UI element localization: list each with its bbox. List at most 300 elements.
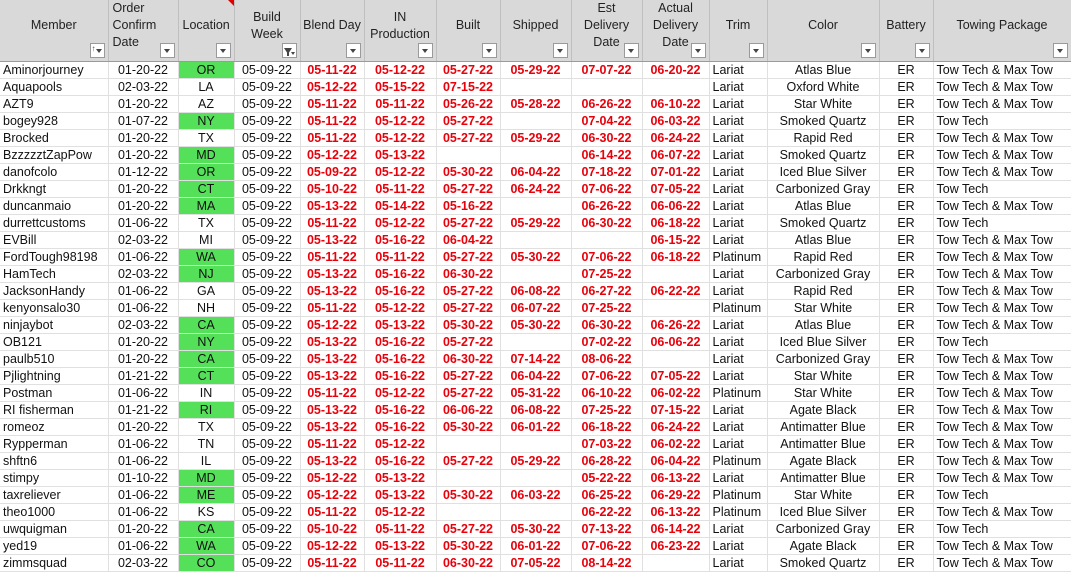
- in-production-cell[interactable]: 05-13-22: [364, 538, 436, 555]
- in-production-cell[interactable]: 05-12-22: [364, 215, 436, 232]
- member-cell[interactable]: danofcolo: [0, 164, 108, 181]
- towing-package-cell[interactable]: Tow Tech & Max Tow: [933, 96, 1071, 113]
- blend-day-cell[interactable]: 05-12-22: [300, 147, 364, 164]
- actual-delivery-date-cell[interactable]: 06-04-22: [642, 453, 709, 470]
- shipped-cell[interactable]: [500, 113, 571, 130]
- actual-delivery-date-cell[interactable]: 06-18-22: [642, 249, 709, 266]
- trim-cell[interactable]: Lariat: [709, 470, 767, 487]
- trim-cell[interactable]: Platinum: [709, 385, 767, 402]
- filter-dropdown-button-icon[interactable]: [624, 43, 639, 58]
- trim-cell[interactable]: Lariat: [709, 402, 767, 419]
- build-week-cell[interactable]: 05-09-22: [234, 436, 300, 453]
- in-production-cell[interactable]: 05-12-22: [364, 436, 436, 453]
- est-delivery-date-cell[interactable]: 05-22-22: [571, 470, 642, 487]
- member-cell[interactable]: RI fisherman: [0, 402, 108, 419]
- blend-day-cell[interactable]: 05-13-22: [300, 232, 364, 249]
- est-delivery-date-cell[interactable]: 07-04-22: [571, 113, 642, 130]
- color-cell[interactable]: Star White: [767, 385, 879, 402]
- built-cell[interactable]: 05-27-22: [436, 249, 500, 266]
- actual-delivery-date-cell[interactable]: 06-13-22: [642, 470, 709, 487]
- location-cell[interactable]: CA: [178, 521, 234, 538]
- build-week-cell[interactable]: 05-09-22: [234, 266, 300, 283]
- battery-cell[interactable]: ER: [879, 147, 933, 164]
- towing-package-cell[interactable]: Tow Tech & Max Tow: [933, 130, 1071, 147]
- actual-delivery-date-cell[interactable]: 07-05-22: [642, 368, 709, 385]
- built-cell[interactable]: 05-27-22: [436, 113, 500, 130]
- blend-day-cell[interactable]: 05-13-22: [300, 198, 364, 215]
- build-week-cell[interactable]: 05-09-22: [234, 555, 300, 572]
- est-delivery-date-cell[interactable]: 06-18-22: [571, 419, 642, 436]
- towing-package-cell[interactable]: Tow Tech & Max Tow: [933, 164, 1071, 181]
- shipped-cell[interactable]: [500, 232, 571, 249]
- color-cell[interactable]: Antimatter Blue: [767, 470, 879, 487]
- blend-day-cell[interactable]: 05-11-22: [300, 215, 364, 232]
- actual-delivery-date-cell[interactable]: 07-05-22: [642, 181, 709, 198]
- shipped-cell[interactable]: 06-04-22: [500, 164, 571, 181]
- actual-delivery-date-cell[interactable]: 07-15-22: [642, 402, 709, 419]
- color-cell[interactable]: Star White: [767, 300, 879, 317]
- actual-delivery-date-cell[interactable]: 06-02-22: [642, 385, 709, 402]
- order-confirm-date-cell[interactable]: 01-06-22: [108, 453, 178, 470]
- order-confirm-date-cell[interactable]: 01-07-22: [108, 113, 178, 130]
- actual-delivery-date-cell[interactable]: [642, 266, 709, 283]
- order-confirm-date-cell[interactable]: 01-20-22: [108, 181, 178, 198]
- order-confirm-date-cell[interactable]: 01-20-22: [108, 521, 178, 538]
- in-production-cell[interactable]: 05-13-22: [364, 147, 436, 164]
- color-cell[interactable]: Star White: [767, 368, 879, 385]
- est-delivery-date-cell[interactable]: 06-25-22: [571, 487, 642, 504]
- order-confirm-date-cell[interactable]: 01-06-22: [108, 385, 178, 402]
- color-cell[interactable]: Carbonized Gray: [767, 266, 879, 283]
- built-cell[interactable]: 06-06-22: [436, 402, 500, 419]
- blend-day-cell[interactable]: 05-11-22: [300, 555, 364, 572]
- build-week-cell[interactable]: 05-09-22: [234, 181, 300, 198]
- in-production-cell[interactable]: 05-12-22: [364, 113, 436, 130]
- shipped-cell[interactable]: [500, 79, 571, 96]
- color-cell[interactable]: Oxford White: [767, 79, 879, 96]
- color-cell[interactable]: Carbonized Gray: [767, 351, 879, 368]
- trim-cell[interactable]: Lariat: [709, 436, 767, 453]
- trim-cell[interactable]: Platinum: [709, 249, 767, 266]
- in-production-cell[interactable]: 05-16-22: [364, 334, 436, 351]
- column-header-shipped[interactable]: [500, 0, 571, 62]
- build-week-cell[interactable]: 05-09-22: [234, 453, 300, 470]
- trim-cell[interactable]: Lariat: [709, 62, 767, 79]
- order-confirm-date-cell[interactable]: 01-10-22: [108, 470, 178, 487]
- battery-cell[interactable]: ER: [879, 555, 933, 572]
- trim-cell[interactable]: Lariat: [709, 334, 767, 351]
- shipped-cell[interactable]: 06-24-22: [500, 181, 571, 198]
- battery-cell[interactable]: ER: [879, 130, 933, 147]
- actual-delivery-date-cell[interactable]: 06-18-22: [642, 215, 709, 232]
- location-cell[interactable]: WA: [178, 538, 234, 555]
- towing-package-cell[interactable]: Tow Tech & Max Tow: [933, 368, 1071, 385]
- built-cell[interactable]: 05-27-22: [436, 521, 500, 538]
- shipped-cell[interactable]: [500, 266, 571, 283]
- actual-delivery-date-cell[interactable]: 06-03-22: [642, 113, 709, 130]
- battery-cell[interactable]: ER: [879, 164, 933, 181]
- color-cell[interactable]: Antimatter Blue: [767, 419, 879, 436]
- location-cell[interactable]: TX: [178, 419, 234, 436]
- towing-package-cell[interactable]: Tow Tech & Max Tow: [933, 402, 1071, 419]
- est-delivery-date-cell[interactable]: [571, 79, 642, 96]
- est-delivery-date-cell[interactable]: 06-10-22: [571, 385, 642, 402]
- in-production-cell[interactable]: 05-16-22: [364, 266, 436, 283]
- in-production-cell[interactable]: 05-16-22: [364, 283, 436, 300]
- member-cell[interactable]: theo1000: [0, 504, 108, 521]
- color-cell[interactable]: Atlas Blue: [767, 232, 879, 249]
- est-delivery-date-cell[interactable]: 07-02-22: [571, 334, 642, 351]
- actual-delivery-date-cell[interactable]: 07-01-22: [642, 164, 709, 181]
- est-delivery-date-cell[interactable]: 07-07-22: [571, 62, 642, 79]
- shipped-cell[interactable]: 05-29-22: [500, 130, 571, 147]
- est-delivery-date-cell[interactable]: 07-06-22: [571, 538, 642, 555]
- actual-delivery-date-cell[interactable]: 06-15-22: [642, 232, 709, 249]
- est-delivery-date-cell[interactable]: 07-25-22: [571, 266, 642, 283]
- location-cell[interactable]: WA: [178, 249, 234, 266]
- build-week-cell[interactable]: 05-09-22: [234, 487, 300, 504]
- battery-cell[interactable]: ER: [879, 436, 933, 453]
- actual-delivery-date-cell[interactable]: 06-10-22: [642, 96, 709, 113]
- member-cell[interactable]: uwquigman: [0, 521, 108, 538]
- built-cell[interactable]: 05-26-22: [436, 96, 500, 113]
- trim-cell[interactable]: Lariat: [709, 130, 767, 147]
- battery-cell[interactable]: ER: [879, 470, 933, 487]
- towing-package-cell[interactable]: Tow Tech & Max Tow: [933, 62, 1071, 79]
- built-cell[interactable]: 05-27-22: [436, 283, 500, 300]
- member-cell[interactable]: Brocked: [0, 130, 108, 147]
- in-production-cell[interactable]: 05-16-22: [364, 402, 436, 419]
- order-confirm-date-cell[interactable]: 01-20-22: [108, 198, 178, 215]
- built-cell[interactable]: 05-27-22: [436, 215, 500, 232]
- location-cell[interactable]: OR: [178, 62, 234, 79]
- column-header-location[interactable]: [178, 0, 234, 62]
- color-cell[interactable]: Iced Blue Silver: [767, 504, 879, 521]
- trim-cell[interactable]: Lariat: [709, 181, 767, 198]
- in-production-cell[interactable]: 05-11-22: [364, 96, 436, 113]
- built-cell[interactable]: [436, 504, 500, 521]
- location-cell[interactable]: KS: [178, 504, 234, 521]
- location-cell[interactable]: MA: [178, 198, 234, 215]
- column-header-actual-delivery-date[interactable]: [642, 0, 709, 62]
- shipped-cell[interactable]: [500, 334, 571, 351]
- actual-delivery-date-cell[interactable]: 06-24-22: [642, 419, 709, 436]
- towing-package-cell[interactable]: Tow Tech & Max Tow: [933, 300, 1071, 317]
- in-production-cell[interactable]: 05-12-22: [364, 385, 436, 402]
- in-production-cell[interactable]: 05-16-22: [364, 419, 436, 436]
- member-cell[interactable]: Aquapools: [0, 79, 108, 96]
- actual-delivery-date-cell[interactable]: 06-24-22: [642, 130, 709, 147]
- build-week-cell[interactable]: 05-09-22: [234, 198, 300, 215]
- column-header-in-production[interactable]: [364, 0, 436, 62]
- towing-package-cell[interactable]: Tow Tech & Max Tow: [933, 79, 1071, 96]
- location-cell[interactable]: RI: [178, 402, 234, 419]
- built-cell[interactable]: [436, 470, 500, 487]
- actual-delivery-date-cell[interactable]: 06-13-22: [642, 504, 709, 521]
- battery-cell[interactable]: ER: [879, 266, 933, 283]
- blend-day-cell[interactable]: 05-13-22: [300, 368, 364, 385]
- member-cell[interactable]: stimpy: [0, 470, 108, 487]
- built-cell[interactable]: 05-30-22: [436, 487, 500, 504]
- battery-cell[interactable]: ER: [879, 215, 933, 232]
- battery-cell[interactable]: ER: [879, 385, 933, 402]
- build-week-cell[interactable]: 05-09-22: [234, 419, 300, 436]
- color-cell[interactable]: Iced Blue Silver: [767, 164, 879, 181]
- est-delivery-date-cell[interactable]: 06-27-22: [571, 283, 642, 300]
- shipped-cell[interactable]: [500, 436, 571, 453]
- in-production-cell[interactable]: 05-15-22: [364, 79, 436, 96]
- order-confirm-date-cell[interactable]: 01-20-22: [108, 62, 178, 79]
- color-cell[interactable]: Atlas Blue: [767, 62, 879, 79]
- order-confirm-date-cell[interactable]: 01-06-22: [108, 300, 178, 317]
- built-cell[interactable]: 05-30-22: [436, 317, 500, 334]
- column-header-color[interactable]: [767, 0, 879, 62]
- towing-package-cell[interactable]: Tow Tech & Max Tow: [933, 555, 1071, 572]
- comment-indicator-icon[interactable]: [228, 0, 234, 6]
- est-delivery-date-cell[interactable]: 07-06-22: [571, 249, 642, 266]
- towing-package-cell[interactable]: Tow Tech & Max Tow: [933, 351, 1071, 368]
- location-cell[interactable]: TX: [178, 215, 234, 232]
- built-cell[interactable]: 05-27-22: [436, 300, 500, 317]
- towing-package-cell[interactable]: Tow Tech & Max Tow: [933, 453, 1071, 470]
- in-production-cell[interactable]: 05-16-22: [364, 232, 436, 249]
- build-week-cell[interactable]: 05-09-22: [234, 504, 300, 521]
- member-cell[interactable]: taxreliever: [0, 487, 108, 504]
- column-header-member[interactable]: [0, 0, 108, 62]
- shipped-cell[interactable]: 05-28-22: [500, 96, 571, 113]
- est-delivery-date-cell[interactable]: [571, 232, 642, 249]
- blend-day-cell[interactable]: 05-11-22: [300, 62, 364, 79]
- member-cell[interactable]: bogey928: [0, 113, 108, 130]
- order-confirm-date-cell[interactable]: 01-06-22: [108, 538, 178, 555]
- build-week-cell[interactable]: 05-09-22: [234, 521, 300, 538]
- est-delivery-date-cell[interactable]: 07-13-22: [571, 521, 642, 538]
- color-cell[interactable]: Agate Black: [767, 538, 879, 555]
- filter-dropdown-button-icon[interactable]: [1053, 43, 1068, 58]
- member-cell[interactable]: Drkkngt: [0, 181, 108, 198]
- in-production-cell[interactable]: 05-13-22: [364, 470, 436, 487]
- order-confirm-date-cell[interactable]: 01-20-22: [108, 147, 178, 164]
- member-cell[interactable]: kenyonsalo30: [0, 300, 108, 317]
- battery-cell[interactable]: ER: [879, 402, 933, 419]
- est-delivery-date-cell[interactable]: 07-03-22: [571, 436, 642, 453]
- blend-day-cell[interactable]: 05-13-22: [300, 351, 364, 368]
- battery-cell[interactable]: ER: [879, 419, 933, 436]
- est-delivery-date-cell[interactable]: 06-26-22: [571, 198, 642, 215]
- shipped-cell[interactable]: 07-05-22: [500, 555, 571, 572]
- built-cell[interactable]: 05-30-22: [436, 164, 500, 181]
- color-cell[interactable]: Carbonized Gray: [767, 521, 879, 538]
- est-delivery-date-cell[interactable]: 06-30-22: [571, 317, 642, 334]
- member-cell[interactable]: OB121: [0, 334, 108, 351]
- build-week-cell[interactable]: 05-09-22: [234, 470, 300, 487]
- location-cell[interactable]: OR: [178, 164, 234, 181]
- towing-package-cell[interactable]: Tow Tech & Max Tow: [933, 249, 1071, 266]
- build-week-cell[interactable]: 05-09-22: [234, 351, 300, 368]
- towing-package-cell[interactable]: Tow Tech & Max Tow: [933, 436, 1071, 453]
- member-cell[interactable]: Postman: [0, 385, 108, 402]
- column-header-trim[interactable]: [709, 0, 767, 62]
- location-cell[interactable]: CA: [178, 351, 234, 368]
- blend-day-cell[interactable]: 05-12-22: [300, 317, 364, 334]
- in-production-cell[interactable]: 05-16-22: [364, 351, 436, 368]
- battery-cell[interactable]: ER: [879, 62, 933, 79]
- build-week-cell[interactable]: 05-09-22: [234, 130, 300, 147]
- actual-delivery-date-cell[interactable]: 06-22-22: [642, 283, 709, 300]
- battery-cell[interactable]: ER: [879, 368, 933, 385]
- actual-delivery-date-cell[interactable]: 06-06-22: [642, 334, 709, 351]
- trim-cell[interactable]: Lariat: [709, 368, 767, 385]
- shipped-cell[interactable]: 06-07-22: [500, 300, 571, 317]
- order-confirm-date-cell[interactable]: 02-03-22: [108, 317, 178, 334]
- member-cell[interactable]: shftn6: [0, 453, 108, 470]
- column-header-est-delivery-date[interactable]: [571, 0, 642, 62]
- built-cell[interactable]: 05-30-22: [436, 538, 500, 555]
- order-confirm-date-cell[interactable]: 01-06-22: [108, 249, 178, 266]
- location-cell[interactable]: AZ: [178, 96, 234, 113]
- location-cell[interactable]: GA: [178, 283, 234, 300]
- build-week-cell[interactable]: 05-09-22: [234, 283, 300, 300]
- filter-dropdown-button-icon[interactable]: [418, 43, 433, 58]
- shipped-cell[interactable]: 05-30-22: [500, 521, 571, 538]
- location-cell[interactable]: IL: [178, 453, 234, 470]
- location-cell[interactable]: NY: [178, 334, 234, 351]
- shipped-cell[interactable]: 06-04-22: [500, 368, 571, 385]
- towing-package-cell[interactable]: Tow Tech: [933, 113, 1071, 130]
- in-production-cell[interactable]: 05-14-22: [364, 198, 436, 215]
- towing-package-cell[interactable]: Tow Tech: [933, 521, 1071, 538]
- column-header-build-week[interactable]: [234, 0, 300, 62]
- color-cell[interactable]: Rapid Red: [767, 249, 879, 266]
- active-filter-button-icon[interactable]: [282, 43, 297, 58]
- order-confirm-date-cell[interactable]: 01-06-22: [108, 436, 178, 453]
- battery-cell[interactable]: ER: [879, 232, 933, 249]
- shipped-cell[interactable]: 07-14-22: [500, 351, 571, 368]
- in-production-cell[interactable]: 05-16-22: [364, 368, 436, 385]
- towing-package-cell[interactable]: Tow Tech & Max Tow: [933, 147, 1071, 164]
- column-header-order-confirm-date[interactable]: [108, 0, 178, 62]
- filter-dropdown-button-icon[interactable]: [691, 43, 706, 58]
- est-delivery-date-cell[interactable]: 08-14-22: [571, 555, 642, 572]
- trim-cell[interactable]: Lariat: [709, 555, 767, 572]
- towing-package-cell[interactable]: Tow Tech & Max Tow: [933, 232, 1071, 249]
- location-cell[interactable]: CO: [178, 555, 234, 572]
- built-cell[interactable]: 05-30-22: [436, 419, 500, 436]
- shipped-cell[interactable]: 05-30-22: [500, 317, 571, 334]
- battery-cell[interactable]: ER: [879, 538, 933, 555]
- location-cell[interactable]: CT: [178, 368, 234, 385]
- battery-cell[interactable]: ER: [879, 113, 933, 130]
- est-delivery-date-cell[interactable]: 06-30-22: [571, 215, 642, 232]
- est-delivery-date-cell[interactable]: 07-18-22: [571, 164, 642, 181]
- shipped-cell[interactable]: 05-29-22: [500, 62, 571, 79]
- build-week-cell[interactable]: 05-09-22: [234, 317, 300, 334]
- trim-cell[interactable]: Platinum: [709, 504, 767, 521]
- order-confirm-date-cell[interactable]: 01-12-22: [108, 164, 178, 181]
- battery-cell[interactable]: ER: [879, 249, 933, 266]
- trim-cell[interactable]: Platinum: [709, 453, 767, 470]
- est-delivery-date-cell[interactable]: 07-25-22: [571, 402, 642, 419]
- location-cell[interactable]: MD: [178, 147, 234, 164]
- trim-cell[interactable]: Lariat: [709, 283, 767, 300]
- blend-day-cell[interactable]: 05-12-22: [300, 487, 364, 504]
- trim-cell[interactable]: Lariat: [709, 164, 767, 181]
- est-delivery-date-cell[interactable]: 06-22-22: [571, 504, 642, 521]
- trim-cell[interactable]: Platinum: [709, 300, 767, 317]
- filter-dropdown-button-icon[interactable]: [553, 43, 568, 58]
- blend-day-cell[interactable]: 05-11-22: [300, 504, 364, 521]
- build-week-cell[interactable]: 05-09-22: [234, 249, 300, 266]
- built-cell[interactable]: [436, 147, 500, 164]
- actual-delivery-date-cell[interactable]: [642, 351, 709, 368]
- build-week-cell[interactable]: 05-09-22: [234, 402, 300, 419]
- order-confirm-date-cell[interactable]: 01-06-22: [108, 487, 178, 504]
- shipped-cell[interactable]: 06-03-22: [500, 487, 571, 504]
- location-cell[interactable]: IN: [178, 385, 234, 402]
- battery-cell[interactable]: ER: [879, 453, 933, 470]
- actual-delivery-date-cell[interactable]: [642, 300, 709, 317]
- in-production-cell[interactable]: 05-16-22: [364, 453, 436, 470]
- blend-day-cell[interactable]: 05-13-22: [300, 334, 364, 351]
- member-cell[interactable]: Rypperman: [0, 436, 108, 453]
- in-production-cell[interactable]: 05-11-22: [364, 521, 436, 538]
- in-production-cell[interactable]: 05-12-22: [364, 62, 436, 79]
- order-confirm-date-cell[interactable]: 01-20-22: [108, 419, 178, 436]
- in-production-cell[interactable]: 05-11-22: [364, 181, 436, 198]
- shipped-cell[interactable]: 05-29-22: [500, 215, 571, 232]
- column-header-blend-day[interactable]: [300, 0, 364, 62]
- location-cell[interactable]: LA: [178, 79, 234, 96]
- shipped-cell[interactable]: 05-29-22: [500, 453, 571, 470]
- color-cell[interactable]: Atlas Blue: [767, 198, 879, 215]
- est-delivery-date-cell[interactable]: 08-06-22: [571, 351, 642, 368]
- trim-cell[interactable]: Lariat: [709, 538, 767, 555]
- trim-cell[interactable]: Platinum: [709, 487, 767, 504]
- order-confirm-date-cell[interactable]: 01-06-22: [108, 504, 178, 521]
- blend-day-cell[interactable]: 05-11-22: [300, 436, 364, 453]
- member-cell[interactable]: durrettcustoms: [0, 215, 108, 232]
- column-header-battery[interactable]: [879, 0, 933, 62]
- in-production-cell[interactable]: 05-13-22: [364, 487, 436, 504]
- filter-dropdown-button-icon[interactable]: [482, 43, 497, 58]
- member-cell[interactable]: Aminorjourney: [0, 62, 108, 79]
- blend-day-cell[interactable]: 05-12-22: [300, 79, 364, 96]
- towing-package-cell[interactable]: Tow Tech: [933, 334, 1071, 351]
- actual-delivery-date-cell[interactable]: 06-29-22: [642, 487, 709, 504]
- shipped-cell[interactable]: [500, 198, 571, 215]
- member-cell[interactable]: Pjlightning: [0, 368, 108, 385]
- actual-delivery-date-cell[interactable]: 06-26-22: [642, 317, 709, 334]
- towing-package-cell[interactable]: Tow Tech: [933, 487, 1071, 504]
- blend-day-cell[interactable]: 05-13-22: [300, 453, 364, 470]
- blend-day-cell[interactable]: 05-12-22: [300, 470, 364, 487]
- filter-dropdown-button-icon[interactable]: [160, 43, 175, 58]
- color-cell[interactable]: Star White: [767, 96, 879, 113]
- battery-cell[interactable]: ER: [879, 96, 933, 113]
- blend-day-cell[interactable]: 05-11-22: [300, 113, 364, 130]
- location-cell[interactable]: ME: [178, 487, 234, 504]
- location-cell[interactable]: MD: [178, 470, 234, 487]
- location-cell[interactable]: CA: [178, 317, 234, 334]
- build-week-cell[interactable]: 05-09-22: [234, 147, 300, 164]
- order-confirm-date-cell[interactable]: 01-21-22: [108, 368, 178, 385]
- built-cell[interactable]: 05-27-22: [436, 368, 500, 385]
- trim-cell[interactable]: Lariat: [709, 317, 767, 334]
- towing-package-cell[interactable]: Tow Tech & Max Tow: [933, 283, 1071, 300]
- member-cell[interactable]: EVBill: [0, 232, 108, 249]
- color-cell[interactable]: Rapid Red: [767, 283, 879, 300]
- trim-cell[interactable]: Lariat: [709, 521, 767, 538]
